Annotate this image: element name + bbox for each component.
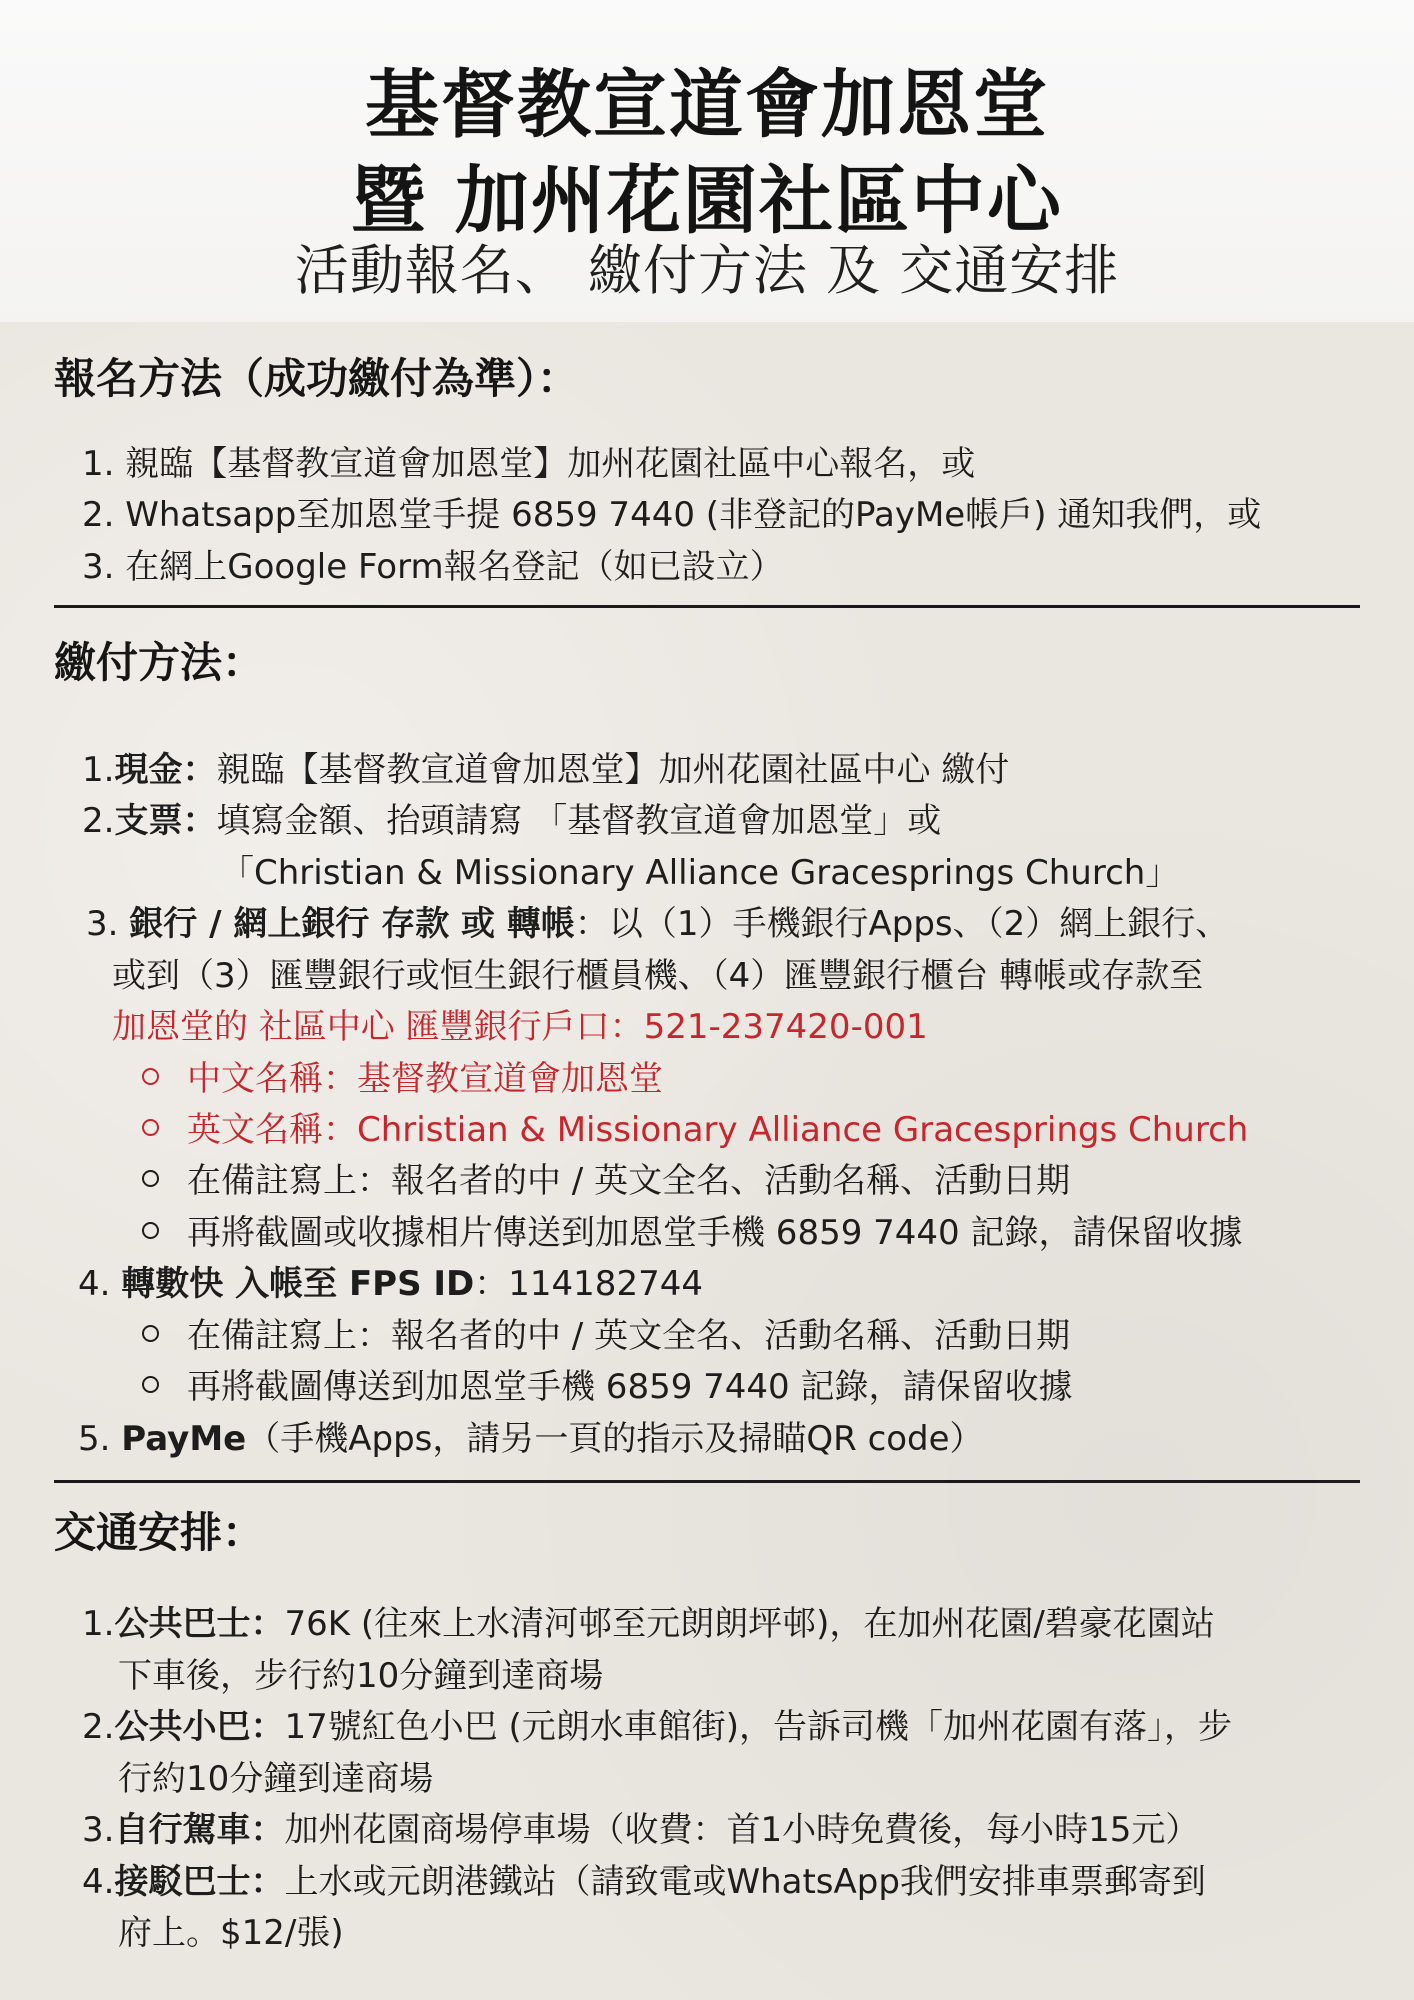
bank-sub-item: 英文名稱：Christian & Missionary Alliance Gracesprings Church: [142, 1102, 1248, 1151]
fps-sub-item: 再將截圖傳送到加恩堂手機 6859 7440 記錄，請保留收據: [142, 1359, 1072, 1408]
registration-item-3: 3. 在網上Google Form報名登記（如已設立）: [82, 547, 784, 587]
fps-label: 轉數快 入帳至 FPS ID: [121, 1264, 475, 1304]
bullet-icon: [142, 1119, 159, 1136]
registration-heading: 報名方法（成功繳付為準）：: [54, 354, 580, 403]
bullet-icon: [142, 1325, 159, 1342]
payme-text: （手機Apps，請另一頁的指示及掃瞄QR code）: [246, 1419, 984, 1459]
payment-cheque: [82, 793, 941, 842]
item-number: 3.: [86, 904, 119, 944]
bank-label: 銀行 / 網上銀行 存款 或 轉帳: [129, 904, 575, 944]
item-number: 5.: [78, 1419, 111, 1459]
transport-heading: 交通安排：: [54, 1508, 265, 1557]
bullet-icon: [142, 1170, 159, 1187]
bank-sub-item: 中文名稱：基督教宣道會加恩堂: [142, 1051, 663, 1100]
item-number: 4.: [78, 1264, 111, 1304]
payment-cash: [82, 742, 1009, 791]
bullet-icon: [142, 1376, 159, 1393]
bank-text: ：以（1）手機銀行Apps、（2）網上銀行、: [574, 904, 1230, 944]
transport-shuttle-line2: 府上。$12/張): [118, 1913, 344, 1953]
transport-minibus: [82, 1699, 1232, 1748]
divider: [54, 605, 1360, 608]
fps-sub-item: 在備註寫上：報名者的中 / 英文全名、活動名稱、活動日期: [142, 1308, 1070, 1357]
transport-minibus-line2: 行約10分鐘到達商場: [118, 1759, 434, 1799]
registration-item-1: 1. 親臨【基督教宣道會加恩堂】加州花園社區中心報名，或: [82, 444, 976, 484]
subtitle: 活動報名、 繳付方法 及 交通安排: [294, 239, 1120, 302]
payment-fps: [78, 1256, 703, 1305]
transport-bus-line2: 下車後，步行約10分鐘到達商場: [118, 1656, 604, 1696]
cash-text: 親臨【基督教宣道會加恩堂】加州花園社區中心 繳付: [216, 750, 1010, 790]
minibus-text: 17號紅色小巴 (元朗水車館街)，告訴司機「加州花園有落」，步: [284, 1707, 1233, 1747]
registration-item-2: 2. Whatsapp至加恩堂手提 6859 7440 (非登記的PayMe帳戶) 通知我們，或: [82, 495, 1262, 535]
item-number: 2.: [82, 1707, 115, 1747]
payment-heading: 繳付方法：: [54, 638, 265, 687]
bullet-icon: [142, 1222, 159, 1239]
shuttle-label: 接駁巴士：: [114, 1862, 285, 1902]
item-number: 3.: [82, 1810, 115, 1850]
item-number: 4.: [82, 1862, 115, 1902]
header: [0, 0, 1414, 322]
title-line2: 暨 加州花園社區中心: [351, 158, 1063, 244]
cash-label: 現金：: [114, 750, 217, 790]
divider: [54, 1480, 1360, 1483]
item-number: 2.: [82, 801, 115, 841]
bank-sub-item: 在備註寫上：報名者的中 / 英文全名、活動名稱、活動日期: [142, 1153, 1070, 1202]
cheque-label: 支票：: [114, 801, 217, 841]
transport-bus: [82, 1596, 1215, 1645]
cheque-text: 填寫金額、抬頭請寫 「基督教宣道會加恩堂」或: [216, 801, 942, 841]
payment-bank-line2: 或到（3）匯豐銀行或恒生銀行櫃員機、（4）匯豐銀行櫃台 轉帳或存款至: [112, 956, 1204, 996]
bus-label: 公共巴士：: [114, 1604, 285, 1644]
bank-account: 加恩堂的 社區中心 匯豐銀行戶口：521-237420-001: [112, 1007, 928, 1047]
transport-drive: [82, 1802, 1199, 1851]
payment-bank: [86, 896, 1229, 945]
title-line1: 基督教宣道會加恩堂: [365, 62, 1049, 148]
minibus-label: 公共小巴：: [114, 1707, 285, 1747]
drive-label: 自行駕車：: [114, 1810, 285, 1850]
payment-payme: [78, 1411, 984, 1460]
bullet-icon: [142, 1068, 159, 1085]
item-number: 1.: [82, 1604, 115, 1644]
payme-label: PayMe: [121, 1419, 247, 1459]
item-number: 1.: [82, 750, 115, 790]
fps-text: ：114182744: [474, 1264, 703, 1304]
payment-cheque-line2: 「Christian & Missionary Alliance Gracesprings Church」: [220, 853, 1180, 893]
bus-text: 76K (往來上水清河邨至元朗朗坪邨)，在加州花園/碧豪花園站: [284, 1604, 1215, 1644]
shuttle-text: 上水或元朗港鐵站（請致電或WhatsApp我們安排車票郵寄到: [284, 1862, 1206, 1902]
drive-text: 加州花園商場停車場（收費：首1小時免費後，每小時15元）: [284, 1810, 1200, 1850]
bank-sub-item: 再將截圖或收據相片傳送到加恩堂手機 6859 7440 記錄，請保留收據: [142, 1205, 1242, 1254]
transport-shuttle: [82, 1854, 1206, 1903]
